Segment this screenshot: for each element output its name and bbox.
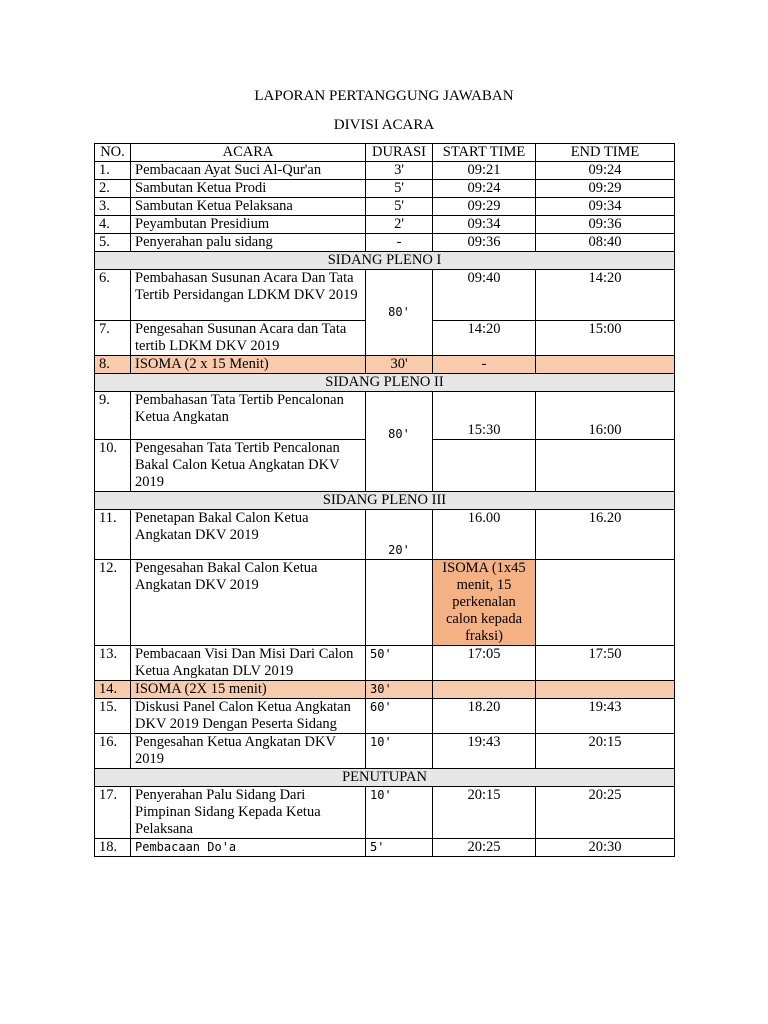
row-acara: ISOMA (2X 15 menit) [131,681,366,699]
row-no: 17. [95,787,131,839]
table-row [95,734,675,769]
section-pleno-1: SIDANG PLENO I [95,252,675,270]
table-row [95,787,675,839]
section-header-row [95,252,675,270]
row-end: 20:25 [536,787,675,839]
row-start [433,440,536,492]
row-no: 7. [95,321,131,356]
table-row-isoma [95,356,675,374]
header-end-time: END TIME [536,144,675,162]
row-durasi: 60' [366,699,433,734]
isoma-break-cell: ISOMA (1x45 menit, 15 perkenalan calon kepada fraksi) [433,560,536,646]
row-start: 19:43 [433,734,536,769]
document-title: LAPORAN PERTANGGUNG JAWABAN [254,88,514,104]
row-end: 17:50 [536,646,675,681]
row-acara: ISOMA (2 x 15 Menit) [131,356,366,374]
row-acara: Sambutan Ketua Prodi [131,180,366,198]
table-row [95,560,675,646]
row-no: 16. [95,734,131,769]
table-row [95,234,675,252]
schedule-table [94,143,675,857]
section-penutupan: PENUTUPAN [95,769,675,787]
row-end: 16.20 [536,510,675,560]
table-row [95,510,675,560]
row-start: 09:40 [433,270,536,321]
row-end: 19:43 [536,699,675,734]
header-acara: ACARA [131,144,366,162]
row-start: 09:21 [433,162,536,180]
row-start: 20:25 [433,839,536,857]
row-no: 13. [95,646,131,681]
row-start: 18.20 [433,699,536,734]
table-row [95,270,675,321]
row-durasi: 30' [366,681,433,699]
row-no: 5. [95,234,131,252]
row-no: 9. [95,392,131,440]
row-end: 16:00 [536,392,675,440]
row-end: 14:20 [536,270,675,321]
row-durasi: 5' [366,198,433,216]
row-no: 4. [95,216,131,234]
header-durasi: DURASI [366,144,433,162]
row-start: 16.00 [433,510,536,560]
table-row [95,699,675,734]
row-end: 09:36 [536,216,675,234]
row-acara: Pengesahan Tata Tertib Pencalonan Bakal Calon Ketua Angkatan DKV 2019 [131,440,366,492]
document-subtitle: DIVISI ACARA [333,117,435,133]
section-header-row [95,374,675,392]
row-acara: Pengesahan Susunan Acara dan Tata tertib LDKM DKV 2019 [131,321,366,356]
row-durasi: 5' [366,839,433,857]
row-acara: Diskusi Panel Calon Ketua Angkatan DKV 2019 Dengan Peserta Sidang [131,699,366,734]
row-no: 10. [95,440,131,492]
row-start: 09:24 [433,180,536,198]
row-durasi: 5' [366,180,433,198]
row-acara: Peyambutan Presidium [131,216,366,234]
row-start: 20:15 [433,787,536,839]
header-start-time: START TIME [433,144,536,162]
row-acara: Pembacaan Do'a [131,839,366,857]
row-start: 14:20 [433,321,536,356]
row-end: 09:29 [536,180,675,198]
row-start: - [433,356,536,374]
row-no: 15. [95,699,131,734]
row-durasi: 80' [366,270,433,356]
row-acara: Pengesahan Bakal Calon Ketua Angkatan DKV 2019 [131,560,366,646]
row-durasi: 10' [366,787,433,839]
row-no: 6. [95,270,131,321]
section-pleno-3: SIDANG PLENO III [95,492,675,510]
table-row-isoma [95,681,675,699]
table-row [95,198,675,216]
row-end: 15:00 [536,321,675,356]
table-row [95,839,675,857]
row-durasi: 10' [366,734,433,769]
row-no: 11. [95,510,131,560]
row-start [433,681,536,699]
table-row [95,162,675,180]
row-end [536,440,675,492]
row-end [536,681,675,699]
row-durasi: 2' [366,216,433,234]
row-no: 2. [95,180,131,198]
row-end: 20:30 [536,839,675,857]
row-end: 20:15 [536,734,675,769]
row-start: 09:36 [433,234,536,252]
row-no: 3. [95,198,131,216]
row-acara: Sambutan Ketua Pelaksana [131,198,366,216]
row-end [536,356,675,374]
row-acara: Pembacaan Ayat Suci Al-Qur'an [131,162,366,180]
row-end: 09:34 [536,198,675,216]
table-row [95,392,675,440]
section-header-row [95,769,675,787]
row-durasi [366,560,433,646]
row-start: 17:05 [433,646,536,681]
row-end: 08:40 [536,234,675,252]
row-acara: Pembacaan Visi Dan Misi Dari Calon Ketua Angkatan DLV 2019 [131,646,366,681]
row-start: 09:34 [433,216,536,234]
table-row [95,216,675,234]
row-durasi: 30' [366,356,433,374]
table-row [95,646,675,681]
section-pleno-2: SIDANG PLENO II [95,374,675,392]
row-no: 18. [95,839,131,857]
row-start: 15:30 [433,392,536,440]
row-durasi: - [366,234,433,252]
section-header-row [95,492,675,510]
row-acara: Penyerahan palu sidang [131,234,366,252]
row-acara: Penyerahan Palu Sidang Dari Pimpinan Sidang Kepada Ketua Pelaksana [131,787,366,839]
row-acara: Pengesahan Ketua Angkatan DKV 2019 [131,734,366,769]
row-no: 14. [95,681,131,699]
table-header-row [95,144,675,162]
row-end [536,560,675,646]
header-no: NO. [95,144,131,162]
row-durasi: 20' [366,510,433,560]
row-acara: Pembahasan Susunan Acara Dan Tata Tertib Persidangan LDKM DKV 2019 [131,270,366,321]
row-durasi: 3' [366,162,433,180]
row-no: 1. [95,162,131,180]
row-durasi: 50' [366,646,433,681]
row-no: 12. [95,560,131,646]
row-durasi: 80' [366,392,433,492]
table-row [95,180,675,198]
row-start: 09:29 [433,198,536,216]
row-end: 09:24 [536,162,675,180]
row-no: 8. [95,356,131,374]
row-acara: Pembahasan Tata Tertib Pencalonan Ketua Angkatan [131,392,366,440]
row-acara: Penetapan Bakal Calon Ketua Angkatan DKV 2019 [131,510,366,560]
